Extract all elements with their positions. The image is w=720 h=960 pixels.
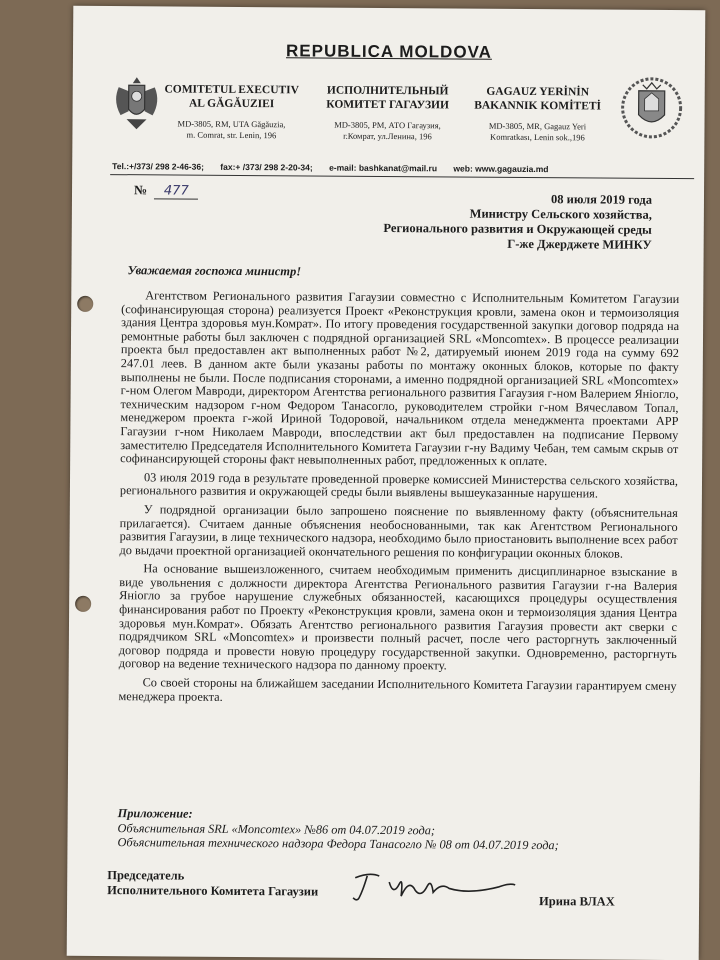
- org-address-gg: MD-3805, MR, Gagauz Yeri Komratkası, Lenin sok.,196: [488, 120, 587, 143]
- fax-number: fax:+ /373/ 298 2-20-34;: [220, 161, 313, 173]
- letterhead-ru: [312, 83, 462, 142]
- body-paragraph: У подрядной организации было запрошено пояснение по выявленному факту (объяснительная прилагается). Считаем данные объяснения необоснованными, так как Агентством Регионального развития Гагаузии, в лице технического надзора, необходимо было приостановить выполнение всех работ до выдачи проектной организацией окончательного решения по конфигурации оконных блоков.: [119, 502, 678, 561]
- gagauzia-coat-of-arms-icon: [620, 75, 682, 141]
- body-paragraph: Со своей стороны на ближайшем заседании Исполнительного Комитета Гагаузии гарантируем смену менеджера проекта.: [118, 675, 677, 704]
- letterhead-gg: [468, 85, 606, 144]
- org-name-ro: COMITETUL EXECUTIV AL GĂGĂUZIEI: [164, 83, 300, 111]
- email-address: e-mail: bashkanat@mail.ru: [329, 162, 438, 174]
- letterhead-ro: [156, 82, 306, 141]
- addressee-block: Министру Сельского хозяйства, Регионального развития и Окружающей среды Г-же Джерджете МИНКУ: [383, 206, 652, 252]
- body-paragraph: 03 июля 2019 года в результате проведенной проверке комиссией Министерства сельского хозяйства, регионального развития и окружающей среды были выявлены вышеуказанные нарушения.: [119, 470, 679, 501]
- contacts-line: [112, 161, 694, 175]
- punch-hole: [77, 296, 93, 312]
- attachments-label: Приложение:: [117, 806, 193, 821]
- document-number: № 477: [134, 182, 198, 199]
- header-divider: [110, 174, 694, 179]
- greeting: Уважаемая госпожа министр!: [127, 263, 302, 279]
- letter-page: [67, 6, 706, 960]
- signer-title: Председатель Исполнительного Комитета Гагаузии: [107, 868, 319, 899]
- moldova-coat-of-arms-icon: [110, 71, 162, 135]
- body-paragraph: Агентством Регионального развития Гагаузии совместно с Исполнительным Комитетом Гагаузии (софинансирующая сторона) реализуется Проект «Реконструкция кровли, замена окон и термоизоляция здания Центра здоровья мун.Комрат». По итогу проведения государственной закупки договор подряда на ремонтные работы был заключен с подрядной организацией SRL «Moncomtex». В процессе реализации проекта был предоставлен акт выполненных работ №2, датируемый июнем 2019 года на сумму 692 247.01 леев. В данном акте были указаны работы по монтажу оконных блоков, которые по факту выполнены не были. После подписания сторонами, а именно подрядной организацией SRL «Moncomtex» г-ном Олегом Мавроди, директором Агентства регионального развития Гагаузия г-ном Валерием Янioгло, техническим надзором г-ном Федором Танасогло, руководителем стройки г-ном Вячеславом Топал, менеджером проекта г-жой Ириной Тодоровой, начальником отдела менеджмента проектами АРР Гагаузии г-ном Николаем Мавроди, впоследствии акт был предоставлен на подписание Первому заместителю Председателя Исполнительного Комитета Гагаузии г-ну Вадиму Чебан, тем самым скрыв от софинансирующей стороны факт невыполненных работ, предложенных к оплате.: [120, 288, 680, 469]
- attachments: [117, 806, 559, 853]
- country-title: REPUBLICA MOLDOVA: [285, 41, 493, 62]
- org-address-ro: MD-3805, RM, UTA Găgăuzia, m. Comrat, str. Lenin, 196: [177, 118, 286, 141]
- body-paragraph: На основание вышеизложенного, считаем необходимым применить дисциплинарное взыскание в виде увольнения с должности директора Агентства Регионального развития Гагаузии г-на Валерия Янioгло за грубое нарушение служебных обязанностей, касающихся процедуры осуществления финансирования работ по Проекту «Реконструкция кровли, замена окон и термоизоляция здания Центра здоровья мун.Комрат». Обязать Агентство регионального развития Гагаузия провести акт сверки с подрядчиком SRL «Moncomtex» и произвести полный расчет, после чего расторгнуть заключенный договор подряда и провести новую процедуру государственной закупки. Одновременно, расторгнуть договор на ведение технического надзора по данному проекту.: [118, 561, 678, 673]
- signer-name: Ирина ВЛАХ: [539, 894, 615, 909]
- attachment-item: Объяснительная SRL «Moncomtex» №86 от 04.07.2019 года;: [117, 820, 436, 837]
- handwritten-signature: [349, 868, 519, 905]
- org-name-gg: GAGAUZ YERİNİN BAKANNIK KOMİTETİ: [474, 85, 602, 113]
- org-address-ru: MD-3805, РМ, АТО Гагаузия, г.Комрат, ул.Ленина, 196: [334, 119, 441, 142]
- punch-hole: [75, 596, 91, 612]
- document-date: 08 июля 2019 года: [551, 192, 653, 207]
- attachment-item: Объяснительная технического надзора Федора Танасогло № 08 от 04.07.2019 года;: [117, 835, 559, 853]
- org-name-ru: ИСПОЛНИТЕЛЬНЫЙ КОМИТЕТ ГАГАУЗИИ: [326, 84, 450, 112]
- letter-body: [118, 289, 679, 712]
- website: web: www.gagauzia.md: [453, 163, 549, 175]
- document-number-value: 477: [154, 183, 198, 199]
- phone-number: Tel.:+/373/ 298 2-46-36;: [112, 161, 204, 172]
